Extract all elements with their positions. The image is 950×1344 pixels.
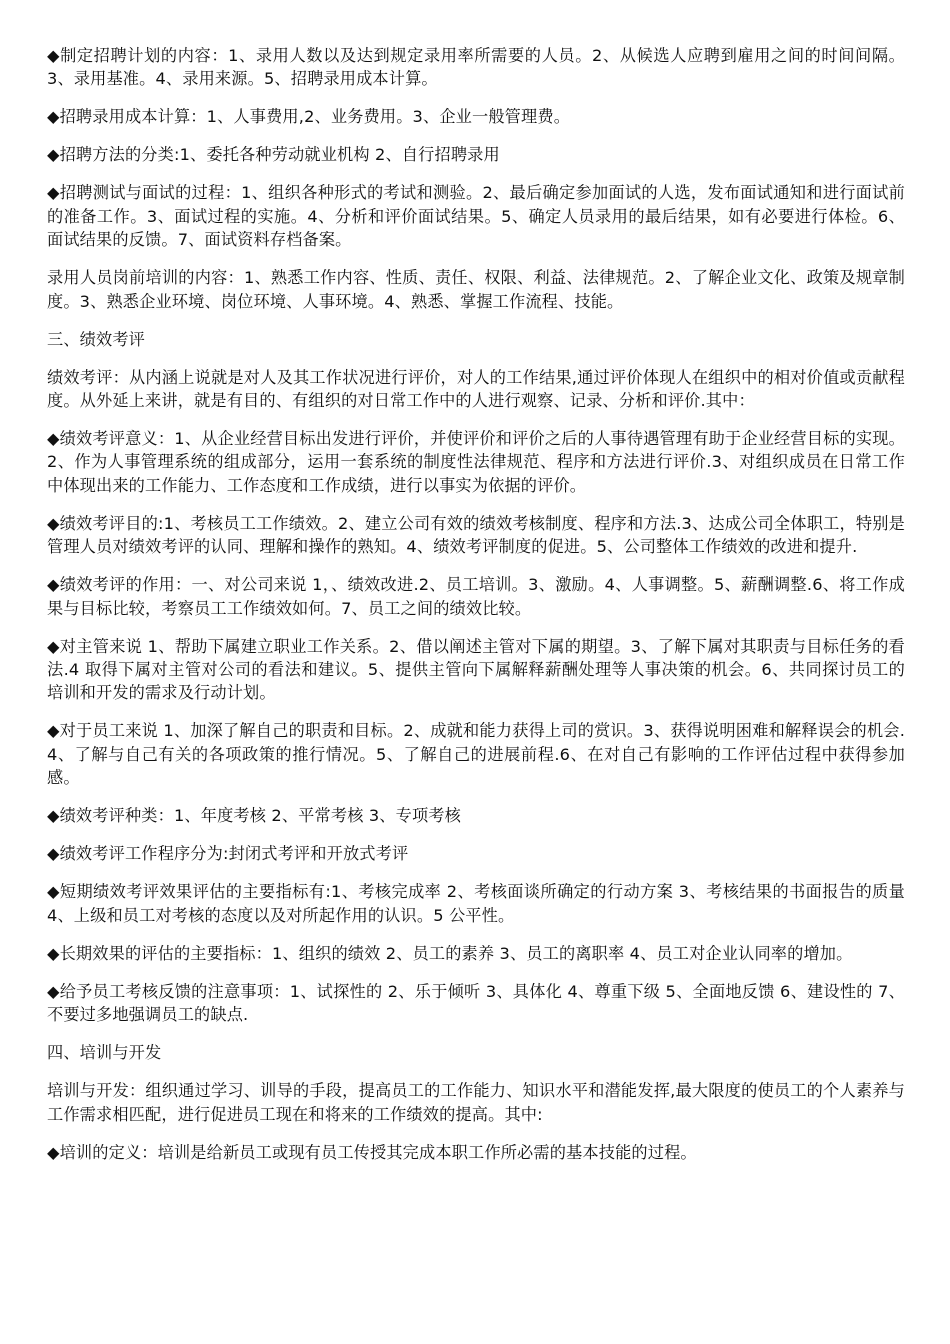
recruitment-method-paragraph: ◆招聘方法的分类:1、委托各种劳动就业机构 2、自行招聘录用 xyxy=(47,145,500,165)
short-term-evaluation-paragraph: ◆短期绩效考评效果评估的主要指标有:1、考核完成率 2、考核面谈所确定的行动方案 3、考核结果的书面报告的质量 4、上级和员工对考核的态度以及对所起作用的认识。5 公平性。 xyxy=(47,882,905,925)
section-heading-training: 四、培训与开发 xyxy=(47,1043,162,1063)
performance-purpose-paragraph: ◆绩效考评目的:1、考核员工工作绩效。2、建立公司有效的绩效考核制度、程序和方法.3、达成公司全体职工，特别是管理人员对绩效考评的认同、理解和操作的熟知。4、绩效考评制度的促进。5、公司整体工作绩效的改进和提升. xyxy=(47,513,905,557)
performance-types-paragraph: ◆绩效考评种类：1、年度考核 2、平常考核 3、专项考核 xyxy=(47,806,461,826)
performance-role-paragraph: ◆绩效考评的作用：一、对公司来说 1，、绩效改进.2、员工培训。3、激励。4、人事调整。5、薪酬调整.6、将工作成果与目标比较，考察员工工作绩效如何。7、员工之间的绩效比较。 xyxy=(47,575,905,618)
supervisor-paragraph: ◆对主管来说 1、帮助下属建立职业工作关系。2、借以阐述主管对下属的期望。3、了解下属对其职责与目标任务的看法.4 取得下属对主管对公司的看法和建议。5、提供主管向下属解释薪酬处理等人事决策的机会。6、共同探讨员工的培训和开发的需求及行动计划。 xyxy=(47,636,905,703)
document-page xyxy=(47,44,905,1179)
employee-paragraph: ◆对于员工来说 1、加深了解自己的职责和目标。2、成就和能力获得上司的赏识。3、获得说明困难和解释误会的机会.4、了解与自己有关的各项政策的推行情况。5、了解自己的进展前程.6、在对自己有影响的工作评估过程中获得参加感。 xyxy=(47,721,905,788)
feedback-notes-paragraph: ◆给予员工考核反馈的注意事项：1、试探性的 2、乐于倾听 3、具体化 4、尊重下级 5、全面地反馈 6、建设性的 7、不要过多地强调员工的缺点. xyxy=(47,981,905,1025)
performance-procedure-paragraph: ◆绩效考评工作程序分为:封闭式考评和开放式考评 xyxy=(47,844,409,864)
performance-meaning-paragraph: ◆绩效考评意义：1、从企业经营目标出发进行评价，并使评价和评价之后的人事待遇管理有助于企业经营目标的实现。2、作为人事管理系统的组成部分，运用一套系统的制度性法律规范、程序和方法进行评价.3、对组织成员在日常工作中体现出来的工作能力、工作态度和工作成绩，进行以事实为依据的评价。 xyxy=(47,429,905,495)
recruitment-cost-paragraph: ◆招聘录用成本计算：1、人事费用,2、业务费用。3、企业一般管理费。 xyxy=(47,107,571,127)
pre-job-training-paragraph: 录用人员岗前培训的内容：1、熟悉工作内容、性质、责任、权限、利益、法律规范。2、了解企业文化、政策及规章制度。3、熟悉企业环境、岗位环境、人事环境。4、熟悉、掌握工作流程、技能。 xyxy=(47,268,905,311)
recruitment-plan-paragraph: ◆制定招聘计划的内容：1、录用人数以及达到规定录用率所需要的人员。2、从候选人应聘到雇用之间的时间间隔。3、录用基准。4、录用来源。5、招聘录用成本计算。 xyxy=(47,46,905,89)
interview-process-paragraph: ◆招聘测试与面试的过程：1、组织各种形式的考试和测验。2、最后确定参加面试的人选，发布面试通知和进行面试前的准备工作。3、面试过程的实施。4、分析和评价面试结果。5、确定人员录用的最后结果，如有必要进行体检。6、面试结果的反馈。7、面试资料存档备案。 xyxy=(47,183,905,250)
training-definition-paragraph: 培训与开发：组织通过学习、训导的手段，提高员工的工作能力、知识水平和潜能发挥,最大限度的使员工的个人素养与工作需求相匹配，进行促进员工现在和将来的工作绩效的提高。其中: xyxy=(47,1081,905,1124)
training-meaning-paragraph: ◆培训的定义：培训是给新员工或现有员工传授其完成本职工作所必需的基本技能的过程。 xyxy=(47,1142,697,1162)
section-heading-performance: 三、绩效考评 xyxy=(47,329,146,349)
performance-definition-paragraph: 绩效考评：从内涵上说就是对人及其工作状况进行评价，对人的工作结果,通过评价体现人在组织中的相对价值或贡献程度。从外延上来讲，就是有目的、有组织的对日常工作中的人进行观察、记录、分析和评价.其中： xyxy=(47,367,905,411)
long-term-evaluation-paragraph: ◆长期效果的评估的主要指标：1、组织的绩效 2、员工的素养 3、员工的离职率 4、员工对企业认同率的增加。 xyxy=(47,943,853,963)
